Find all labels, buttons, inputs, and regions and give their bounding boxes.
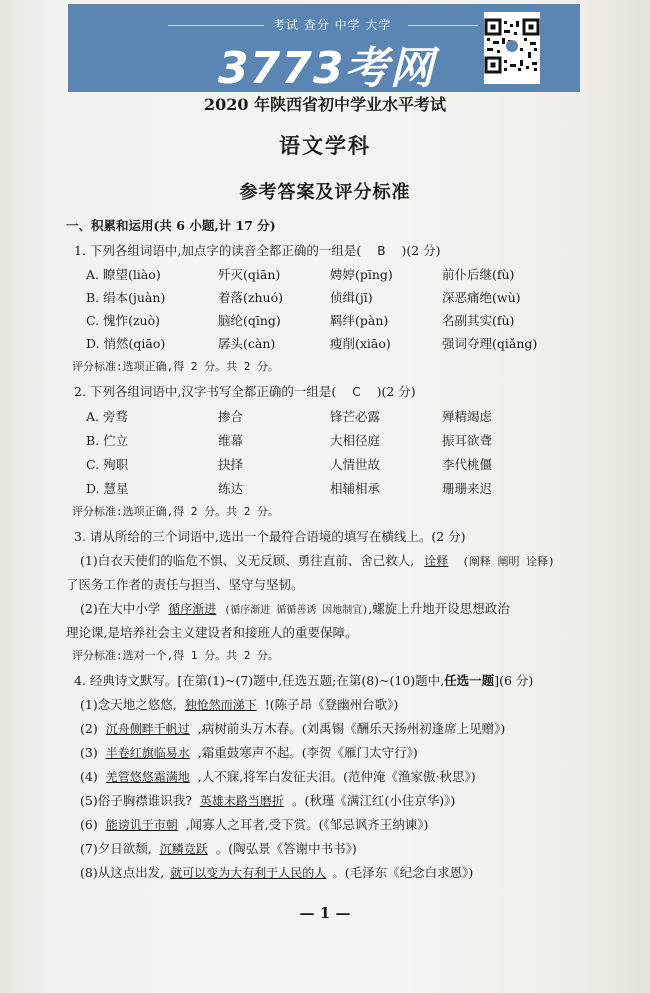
q3-part-2-text: (2)在大中小学 [80,601,161,616]
banner-rule-left [168,25,264,26]
q1-option-d-3: 瘦削(xiāo) [330,336,391,351]
q4-item-3 [80,743,418,761]
document-subtitle: 参考答案及评分标准 [239,182,411,203]
q4-item-8-post: 。(毛泽东《纪念白求恩》) [332,865,474,880]
q4-item-7-pre: (7)夕日欲颓, [80,841,152,856]
q4-item-4-answer: 羌管悠悠霜满地 [105,770,190,784]
q4-item-1-pre: (1)念天地之悠悠, [80,697,177,712]
q2-option-b-2: 维幕 [218,433,244,448]
q1-option-d-2: 孱头(càn) [218,336,276,351]
q4-item-2-answer: 沉舟侧畔千帆过 [105,722,190,736]
q1-option-a: A. 瞭望(liào) [86,267,161,282]
q4-item-2 [80,719,505,737]
q4-item-2-pre: (2) [80,721,98,736]
q1-option-a-4: 前仆后继(fù) [442,267,515,282]
q3-part-2 [80,599,510,617]
q2-option-a: A. 旁骛 [86,409,128,424]
q1-option-b-3: 侦缉(jī) [330,290,373,305]
q1-option-b: B. 绢本(juàn) [86,290,166,305]
subject-title: 语文学科 [279,133,371,158]
q1-answer: B [377,244,386,258]
site-banner[interactable] [68,4,580,92]
q1-stem-text: 1. 下列各组词语中,加点字的读音全都正确的一组是( [74,243,362,258]
q4-item-5-answer: 英雄末路当磨折 [199,794,284,808]
q2-answer: C [352,385,361,399]
q4-item-4 [80,767,476,785]
q2-option-a-4: 殚精竭虑 [442,409,493,424]
q4-item-7 [80,839,357,857]
q3-part-2-options: (循序渐进 循循善诱 因地制宜) [224,605,369,616]
q4-item-7-post: 。(陶弘景《答谢中书书》) [215,841,357,856]
q4-item-3-pre: (3) [80,745,98,760]
exam-title: 2020 年陕西省初中学业水平考试 [203,95,447,114]
q3-part-1 [80,551,555,569]
q4-item-5 [80,791,455,809]
q2-grading: 评分标准:选项正确,得 2 分。共 2 分。 [72,505,279,518]
q1-option-a-3: 娉婷(pīng) [330,267,393,282]
q2-option-d-2: 练达 [218,481,244,496]
banner-tagline: 考试 查分 中学 大学 [273,18,392,32]
banner-rule-right [408,25,478,26]
q2-option-d-4: 珊珊来迟 [442,481,493,496]
qr-code-icon [484,12,540,84]
q4-item-8-pre: (8)从这点出发, [80,865,165,880]
q4-stem-emphasis: 任选一题 [444,673,495,688]
q2-stem-text: 2. 下列各组词语中,汉字书写全都正确的一组是( [74,384,337,399]
q2-option-b: B. 伫立 [86,433,129,448]
q4-item-1-answer: 独怆然而涕下 [184,698,257,712]
q2-option-c-2: 抉择 [218,457,244,472]
q4-item-8-answer: 就可以变为大有利于人民的人 [170,866,327,880]
q4-item-6-answer: 能谤讥于市朝 [105,818,178,832]
q2-option-c-4: 李代桃僵 [442,457,493,472]
q4-item-4-post: ,人不寐,将军白发征夫泪。(范仲淹《渔家傲·秋思》) [197,769,476,784]
q4-item-6 [80,815,428,833]
q4-item-1 [80,695,398,713]
q3-grading: 评分标准:选对一个,得 1 分。共 2 分。 [72,649,279,662]
q1-option-b-4: 深恶痛绝(wù) [442,290,521,305]
q3-part-2-tail: ,螺旋上升地开设思想政治 [368,601,510,616]
question-2-stem [74,382,416,400]
q2-option-c: C. 殉职 [86,457,129,472]
q4-item-3-answer: 半卷红旗临易水 [105,746,190,760]
q4-item-7-answer: 沉鳞竞跃 [159,842,208,856]
q4-item-6-post: ,闻寡人之耳者,受下赏。(《邹忌讽齐王纳谏》) [185,817,429,832]
q3-part-1-cont: 了医务工作者的责任与担当、坚守与坚韧。 [66,577,304,592]
site-logo: 3773考网 [218,43,435,94]
q2-option-c-3: 人情世故 [330,457,381,472]
q1-option-c-2: 脑纶(qīng) [218,313,281,328]
question-4-stem [74,671,533,689]
question-3-stem: 3. 请从所给的三个词语中,选出一个最符合语境的填写在横线上。(2 分) [74,529,466,544]
q4-item-5-pre: (5)俗子胸襟谁识我? [80,793,192,808]
q4-item-3-post: ,霜重鼓寒声不起。(李贺《雁门太守行》) [197,745,418,760]
q3-part-2-answer: 循序渐进 [168,602,217,616]
q2-option-d: D. 慧星 [86,481,129,496]
q1-grading: 评分标准:选项正确,得 2 分。共 2 分。 [72,360,279,373]
question-1-stem [74,241,441,259]
q1-option-c-4: 名副其实(fù) [442,313,515,328]
q1-option-d: D. 悄然(qiāo) [86,336,166,351]
page-number: — 1 — [299,904,351,922]
q3-part-1-options: (阐释 阐明 诠释) [462,555,555,568]
q2-option-a-2: 掺合 [218,409,244,424]
q1-option-c: C. 愧怍(zuò) [86,313,160,328]
q3-part-1-text: (1)白衣天使们的临危不惧、义无反顾、勇往直前、舍己救人, [80,553,415,568]
q4-item-8 [80,863,473,881]
q1-option-b-2: 着落(zhuó) [218,290,283,305]
q4-item-6-pre: (6) [80,817,98,832]
q4-item-1-post: !(陈子昂《登幽州台歌》) [264,697,399,712]
q2-option-a-3: 锋芒必露 [330,409,381,424]
q1-option-d-4: 强词夺理(qiǎng) [442,336,538,351]
q4-stem-text: 4. 经典诗文默写。[在第(1)~(7)题中,任选五题;在第(8)~(10)题中, [74,673,445,688]
q3-part-2-cont: 理论课,是培养社会主义建设者和接班人的重要保障。 [66,625,358,640]
q2-option-b-3: 大相径庭 [330,433,381,448]
scan-shadow [570,0,650,993]
q1-option-a-2: 歼灭(qiān) [218,267,281,282]
q4-item-5-post: 。(秋瑾《满江红(小住京华)》) [291,793,456,808]
q4-stem-tail: ](6 分) [494,673,534,688]
q2-option-d-3: 相辅相承 [330,481,381,496]
section-heading: 一、积累和运用(共 6 小题,计 17 分) [66,218,276,233]
q1-stem-tail: )(2 分) [401,243,441,258]
q4-item-2-post: ,病树前头万木春。(刘禹锡《酬乐天扬州初逢席上见赠》) [197,721,506,736]
q4-item-4-pre: (4) [80,769,98,784]
q1-option-c-3: 羁绊(pàn) [330,313,389,328]
q2-option-b-4: 振耳欲聋 [442,433,493,448]
q2-stem-tail: )(2 分) [376,384,416,399]
q3-part-1-answer: 诠释 [424,554,449,568]
